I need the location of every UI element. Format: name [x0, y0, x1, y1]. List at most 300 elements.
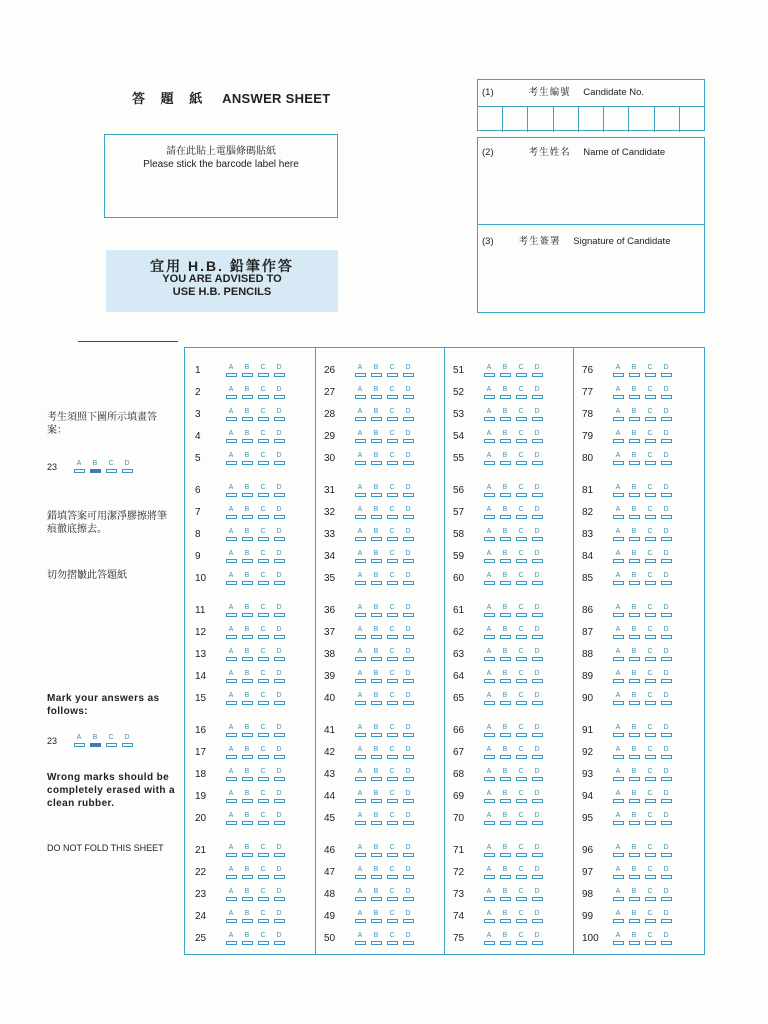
answer-bubble-d[interactable] [273, 932, 285, 945]
bubble-mark-area[interactable] [532, 559, 543, 563]
answer-bubble-c[interactable] [257, 910, 269, 923]
bubble-mark-area[interactable] [516, 853, 527, 857]
bubble-mark-area[interactable] [403, 853, 414, 857]
answer-bubble-d[interactable] [273, 910, 285, 923]
bubble-mark-area[interactable] [516, 821, 527, 825]
bubble-mark-area[interactable] [645, 493, 656, 497]
answer-bubble-b[interactable] [241, 572, 253, 585]
answer-bubble-c[interactable] [644, 452, 656, 465]
bubble-mark-area[interactable] [645, 777, 656, 781]
bubble-mark-area[interactable] [484, 373, 495, 377]
answer-bubble-d[interactable] [531, 790, 543, 803]
answer-bubble-c[interactable] [257, 932, 269, 945]
answer-bubble-b[interactable] [499, 550, 511, 563]
answer-bubble-a[interactable] [354, 648, 366, 661]
answer-bubble-a[interactable] [483, 812, 495, 825]
bubble-mark-area[interactable] [661, 777, 672, 781]
answer-bubble-d[interactable] [402, 572, 414, 585]
answer-bubble-d[interactable] [121, 734, 133, 747]
bubble-mark-area[interactable] [613, 701, 624, 705]
bubble-mark-area[interactable] [274, 755, 285, 759]
answer-bubble-d[interactable] [531, 430, 543, 443]
bubble-mark-area[interactable] [371, 537, 382, 541]
bubble-mark-area[interactable] [661, 875, 672, 879]
answer-bubble-a[interactable] [483, 364, 495, 377]
answer-bubble-c[interactable] [515, 386, 527, 399]
bubble-mark-area[interactable] [661, 515, 672, 519]
answer-bubble-b[interactable] [499, 386, 511, 399]
answer-bubble-b[interactable] [370, 550, 382, 563]
bubble-mark-area[interactable] [258, 417, 269, 421]
answer-bubble-a[interactable] [612, 746, 624, 759]
answer-bubble-b[interactable] [499, 790, 511, 803]
answer-bubble-b[interactable] [628, 528, 640, 541]
bubble-mark-area[interactable] [500, 537, 511, 541]
bubble-mark-area[interactable] [500, 941, 511, 945]
answer-bubble-a[interactable] [354, 550, 366, 563]
answer-bubble-c[interactable] [386, 550, 398, 563]
answer-bubble-b[interactable] [628, 746, 640, 759]
bubble-mark-area[interactable] [403, 733, 414, 737]
answer-bubble-c[interactable] [644, 364, 656, 377]
answer-bubble-c[interactable] [515, 452, 527, 465]
answer-bubble-d[interactable] [402, 604, 414, 617]
answer-bubble-b[interactable] [370, 746, 382, 759]
bubble-mark-area[interactable] [661, 755, 672, 759]
bubble-mark-area[interactable] [500, 635, 511, 639]
answer-bubble-a[interactable] [483, 844, 495, 857]
answer-bubble-d[interactable] [531, 812, 543, 825]
bubble-mark-area[interactable] [532, 755, 543, 759]
bubble-mark-area[interactable] [516, 417, 527, 421]
answer-bubble-d[interactable] [660, 528, 672, 541]
bubble-mark-area[interactable] [403, 581, 414, 585]
answer-bubble-d[interactable] [531, 626, 543, 639]
answer-bubble-c[interactable] [257, 866, 269, 879]
answer-bubble-b[interactable] [628, 408, 640, 421]
bubble-mark-area[interactable] [274, 875, 285, 879]
answer-bubble-c[interactable] [515, 768, 527, 781]
candidate-number-cell[interactable] [629, 107, 654, 132]
answer-bubble-d[interactable] [273, 386, 285, 399]
bubble-mark-area[interactable] [355, 395, 366, 399]
answer-bubble-d[interactable] [273, 408, 285, 421]
answer-bubble-d[interactable] [273, 648, 285, 661]
answer-bubble-a[interactable] [225, 910, 237, 923]
bubble-mark-area[interactable] [258, 701, 269, 705]
answer-bubble-c[interactable] [515, 506, 527, 519]
answer-bubble-b[interactable] [241, 364, 253, 377]
bubble-mark-area[interactable] [355, 755, 366, 759]
bubble-mark-area[interactable] [355, 875, 366, 879]
bubble-mark-area[interactable] [122, 743, 133, 747]
answer-bubble-b[interactable] [628, 484, 640, 497]
answer-bubble-d[interactable] [402, 746, 414, 759]
bubble-mark-area[interactable] [355, 417, 366, 421]
answer-bubble-b[interactable] [499, 768, 511, 781]
bubble-mark-area[interactable] [355, 537, 366, 541]
answer-bubble-c[interactable] [515, 724, 527, 737]
bubble-mark-area[interactable] [532, 701, 543, 705]
bubble-mark-area[interactable] [387, 635, 398, 639]
answer-bubble-d[interactable] [402, 386, 414, 399]
bubble-mark-area[interactable] [500, 515, 511, 519]
answer-bubble-a[interactable] [225, 866, 237, 879]
answer-bubble-d[interactable] [402, 528, 414, 541]
bubble-mark-area[interactable] [242, 941, 253, 945]
bubble-mark-area[interactable] [258, 493, 269, 497]
bubble-mark-area[interactable] [226, 799, 237, 803]
bubble-mark-area[interactable] [661, 919, 672, 923]
bubble-mark-area[interactable] [226, 755, 237, 759]
bubble-mark-area[interactable] [516, 581, 527, 585]
bubble-mark-area[interactable] [387, 559, 398, 563]
answer-bubble-a[interactable] [612, 604, 624, 617]
answer-bubble-a[interactable] [354, 888, 366, 901]
bubble-mark-area[interactable] [226, 777, 237, 781]
answer-bubble-b[interactable] [628, 812, 640, 825]
bubble-mark-area[interactable] [645, 821, 656, 825]
answer-bubble-d[interactable] [660, 790, 672, 803]
answer-bubble-c[interactable] [644, 386, 656, 399]
answer-bubble-d[interactable] [531, 452, 543, 465]
bubble-mark-area[interactable] [516, 701, 527, 705]
answer-bubble-c[interactable] [644, 844, 656, 857]
answer-bubble-a[interactable] [225, 364, 237, 377]
answer-bubble-c[interactable] [257, 670, 269, 683]
answer-bubble-d[interactable] [402, 484, 414, 497]
bubble-mark-area[interactable] [226, 679, 237, 683]
bubble-mark-area[interactable] [226, 395, 237, 399]
bubble-mark-area[interactable] [258, 515, 269, 519]
bubble-mark-area[interactable] [274, 919, 285, 923]
answer-bubble-b[interactable] [499, 812, 511, 825]
answer-bubble-c[interactable] [515, 866, 527, 879]
bubble-mark-area[interactable] [371, 657, 382, 661]
answer-bubble-c[interactable] [515, 604, 527, 617]
bubble-mark-area[interactable] [532, 395, 543, 399]
answer-bubble-a[interactable] [612, 364, 624, 377]
bubble-mark-area[interactable] [258, 581, 269, 585]
answer-bubble-c[interactable] [257, 572, 269, 585]
bubble-mark-area[interactable] [484, 679, 495, 683]
answer-bubble-d[interactable] [531, 910, 543, 923]
answer-bubble-d[interactable] [531, 724, 543, 737]
bubble-mark-area[interactable] [645, 373, 656, 377]
answer-bubble-b[interactable] [241, 724, 253, 737]
answer-bubble-a[interactable] [612, 932, 624, 945]
answer-bubble-b[interactable] [499, 866, 511, 879]
bubble-mark-area[interactable] [613, 941, 624, 945]
answer-bubble-a[interactable] [354, 604, 366, 617]
answer-bubble-d[interactable] [402, 452, 414, 465]
bubble-mark-area[interactable] [500, 373, 511, 377]
answer-bubble-d[interactable] [531, 768, 543, 781]
bubble-mark-area[interactable] [274, 417, 285, 421]
answer-bubble-a[interactable] [612, 408, 624, 421]
answer-bubble-b[interactable] [241, 866, 253, 879]
answer-bubble-d[interactable] [273, 812, 285, 825]
bubble-mark-area[interactable] [484, 875, 495, 879]
bubble-mark-area[interactable] [613, 755, 624, 759]
answer-bubble-d[interactable] [273, 626, 285, 639]
answer-bubble-b[interactable] [628, 452, 640, 465]
answer-bubble-a[interactable] [483, 790, 495, 803]
answer-bubble-d[interactable] [660, 550, 672, 563]
answer-bubble-a[interactable] [612, 386, 624, 399]
answer-bubble-d[interactable] [402, 812, 414, 825]
bubble-mark-area[interactable] [355, 581, 366, 585]
answer-bubble-a[interactable] [612, 844, 624, 857]
bubble-mark-area[interactable] [500, 777, 511, 781]
bubble-mark-area[interactable] [516, 941, 527, 945]
bubble-mark-area[interactable] [532, 461, 543, 465]
answer-bubble-d[interactable] [531, 364, 543, 377]
bubble-mark-area[interactable] [355, 853, 366, 857]
answer-bubble-a[interactable] [354, 790, 366, 803]
bubble-mark-area[interactable] [613, 373, 624, 377]
bubble-mark-area[interactable] [484, 493, 495, 497]
bubble-mark-area[interactable] [258, 635, 269, 639]
answer-bubble-c[interactable] [644, 408, 656, 421]
bubble-mark-area[interactable] [500, 733, 511, 737]
bubble-mark-area[interactable] [613, 515, 624, 519]
answer-bubble-b[interactable] [370, 768, 382, 781]
bubble-mark-area[interactable] [484, 417, 495, 421]
answer-bubble-a[interactable] [354, 484, 366, 497]
answer-bubble-c[interactable] [644, 910, 656, 923]
bubble-mark-area[interactable] [355, 941, 366, 945]
answer-bubble-a[interactable] [225, 528, 237, 541]
answer-bubble-a[interactable] [483, 506, 495, 519]
answer-bubble-d[interactable] [660, 604, 672, 617]
answer-bubble-c[interactable] [386, 746, 398, 759]
answer-bubble-d[interactable] [402, 364, 414, 377]
answer-bubble-a[interactable] [612, 790, 624, 803]
bubble-mark-area[interactable] [106, 469, 117, 473]
answer-bubble-d[interactable] [660, 484, 672, 497]
answer-bubble-b[interactable] [241, 768, 253, 781]
bubble-mark-area[interactable] [274, 941, 285, 945]
bubble-mark-area[interactable] [242, 493, 253, 497]
bubble-mark-area[interactable] [500, 853, 511, 857]
answer-bubble-a[interactable] [612, 506, 624, 519]
answer-bubble-b[interactable] [241, 648, 253, 661]
bubble-mark-area[interactable] [613, 417, 624, 421]
answer-bubble-c[interactable] [515, 408, 527, 421]
answer-bubble-a[interactable] [354, 768, 366, 781]
answer-bubble-b[interactable] [370, 648, 382, 661]
answer-bubble-a[interactable] [483, 572, 495, 585]
bubble-mark-area[interactable] [226, 635, 237, 639]
answer-bubble-a[interactable] [354, 528, 366, 541]
answer-bubble-d[interactable] [660, 506, 672, 519]
answer-bubble-d[interactable] [402, 626, 414, 639]
bubble-mark-area[interactable] [403, 919, 414, 923]
bubble-mark-area[interactable] [629, 875, 640, 879]
answer-bubble-b[interactable] [370, 724, 382, 737]
bubble-mark-area[interactable] [371, 493, 382, 497]
bubble-mark-area[interactable] [629, 777, 640, 781]
bubble-mark-area[interactable] [661, 559, 672, 563]
answer-bubble-d[interactable] [531, 528, 543, 541]
bubble-mark-area[interactable] [355, 919, 366, 923]
bubble-mark-area[interactable] [500, 755, 511, 759]
answer-bubble-b[interactable] [628, 844, 640, 857]
answer-bubble-a[interactable] [225, 572, 237, 585]
bubble-mark-area[interactable] [532, 581, 543, 585]
answer-bubble-a[interactable] [225, 812, 237, 825]
answer-bubble-d[interactable] [273, 692, 285, 705]
bubble-mark-area[interactable] [484, 581, 495, 585]
bubble-mark-area[interactable] [258, 919, 269, 923]
bubble-mark-area[interactable] [355, 679, 366, 683]
bubble-mark-area[interactable] [403, 559, 414, 563]
bubble-mark-area[interactable] [274, 461, 285, 465]
bubble-mark-area[interactable] [226, 821, 237, 825]
bubble-mark-area[interactable] [613, 897, 624, 901]
bubble-mark-area[interactable] [645, 799, 656, 803]
bubble-mark-area[interactable] [226, 875, 237, 879]
answer-bubble-a[interactable] [483, 386, 495, 399]
bubble-mark-area[interactable] [226, 439, 237, 443]
bubble-mark-area[interactable] [258, 537, 269, 541]
answer-bubble-b[interactable] [241, 484, 253, 497]
answer-bubble-d[interactable] [660, 408, 672, 421]
answer-bubble-a[interactable] [354, 724, 366, 737]
answer-bubble-a[interactable] [483, 452, 495, 465]
answer-bubble-c[interactable] [644, 746, 656, 759]
bubble-mark-area[interactable] [274, 515, 285, 519]
answer-bubble-c[interactable] [257, 790, 269, 803]
answer-bubble-c[interactable] [257, 484, 269, 497]
answer-bubble-c[interactable] [257, 844, 269, 857]
answer-bubble-a[interactable] [225, 626, 237, 639]
bubble-mark-area[interactable] [661, 941, 672, 945]
bubble-mark-area[interactable] [355, 493, 366, 497]
answer-bubble-d[interactable] [273, 484, 285, 497]
answer-bubble-a[interactable] [73, 460, 85, 473]
bubble-mark-area[interactable] [645, 733, 656, 737]
bubble-mark-area[interactable] [516, 919, 527, 923]
answer-bubble-c[interactable] [105, 734, 117, 747]
bubble-mark-area[interactable] [532, 493, 543, 497]
answer-bubble-a[interactable] [612, 910, 624, 923]
bubble-mark-area[interactable] [258, 461, 269, 465]
answer-bubble-c[interactable] [644, 866, 656, 879]
bubble-mark-area[interactable] [532, 941, 543, 945]
bubble-mark-area[interactable] [387, 875, 398, 879]
answer-bubble-d[interactable] [273, 746, 285, 759]
bubble-mark-area[interactable] [371, 941, 382, 945]
answer-bubble-a[interactable] [225, 932, 237, 945]
bubble-mark-area[interactable] [226, 941, 237, 945]
answer-bubble-c[interactable] [644, 604, 656, 617]
answer-bubble-b[interactable] [370, 910, 382, 923]
answer-bubble-a[interactable] [225, 724, 237, 737]
answer-bubble-c[interactable] [386, 670, 398, 683]
answer-bubble-d[interactable] [402, 506, 414, 519]
bubble-mark-area[interactable] [387, 395, 398, 399]
answer-bubble-c[interactable] [644, 724, 656, 737]
answer-bubble-c[interactable] [257, 364, 269, 377]
answer-bubble-a[interactable] [225, 386, 237, 399]
bubble-mark-area[interactable] [387, 701, 398, 705]
answer-bubble-c[interactable] [257, 386, 269, 399]
answer-bubble-a[interactable] [483, 670, 495, 683]
bubble-mark-area[interactable] [629, 679, 640, 683]
bubble-mark-area[interactable] [258, 439, 269, 443]
bubble-mark-area[interactable] [355, 799, 366, 803]
answer-bubble-a[interactable] [354, 572, 366, 585]
answer-bubble-d[interactable] [660, 386, 672, 399]
answer-bubble-d[interactable] [531, 888, 543, 901]
bubble-mark-area[interactable] [484, 733, 495, 737]
bubble-mark-area[interactable] [387, 581, 398, 585]
answer-bubble-d[interactable] [273, 844, 285, 857]
answer-bubble-c[interactable] [386, 692, 398, 705]
bubble-mark-area[interactable] [532, 613, 543, 617]
answer-bubble-a[interactable] [225, 506, 237, 519]
bubble-mark-area[interactable] [532, 897, 543, 901]
bubble-mark-area[interactable] [532, 515, 543, 519]
bubble-mark-area[interactable] [629, 559, 640, 563]
answer-bubble-a[interactable] [354, 626, 366, 639]
bubble-mark-area[interactable] [371, 701, 382, 705]
bubble-mark-area[interactable] [661, 417, 672, 421]
bubble-mark-area[interactable] [242, 755, 253, 759]
bubble-mark-area[interactable] [645, 853, 656, 857]
bubble-mark-area[interactable] [403, 897, 414, 901]
answer-bubble-b[interactable] [499, 746, 511, 759]
answer-bubble-b[interactable] [241, 604, 253, 617]
answer-bubble-c[interactable] [386, 768, 398, 781]
answer-bubble-a[interactable] [354, 746, 366, 759]
bubble-mark-area[interactable] [242, 657, 253, 661]
answer-bubble-a[interactable] [354, 506, 366, 519]
bubble-mark-area[interactable] [516, 461, 527, 465]
answer-bubble-d[interactable] [402, 932, 414, 945]
bubble-mark-area[interactable] [613, 777, 624, 781]
bubble-mark-area[interactable] [371, 439, 382, 443]
answer-bubble-c[interactable] [386, 506, 398, 519]
answer-bubble-a[interactable] [483, 408, 495, 421]
bubble-mark-area[interactable] [403, 493, 414, 497]
answer-bubble-c[interactable] [644, 506, 656, 519]
answer-bubble-a[interactable] [73, 734, 85, 747]
answer-bubble-b[interactable] [628, 768, 640, 781]
bubble-mark-area[interactable] [661, 581, 672, 585]
bubble-mark-area[interactable] [629, 755, 640, 759]
bubble-mark-area[interactable] [387, 439, 398, 443]
bubble-mark-area[interactable] [258, 373, 269, 377]
answer-bubble-c[interactable] [515, 550, 527, 563]
answer-bubble-b[interactable] [241, 932, 253, 945]
answer-bubble-a[interactable] [225, 550, 237, 563]
answer-bubble-a[interactable] [225, 604, 237, 617]
answer-bubble-c[interactable] [644, 528, 656, 541]
answer-bubble-b[interactable] [499, 484, 511, 497]
answer-bubble-a[interactable] [225, 452, 237, 465]
bubble-mark-area[interactable] [274, 679, 285, 683]
answer-bubble-b[interactable] [628, 932, 640, 945]
bubble-mark-area[interactable] [387, 755, 398, 759]
answer-bubble-d[interactable] [402, 866, 414, 879]
bubble-mark-area[interactable] [645, 635, 656, 639]
bubble-mark-area[interactable] [532, 439, 543, 443]
answer-bubble-d[interactable] [531, 746, 543, 759]
answer-bubble-d[interactable] [531, 572, 543, 585]
